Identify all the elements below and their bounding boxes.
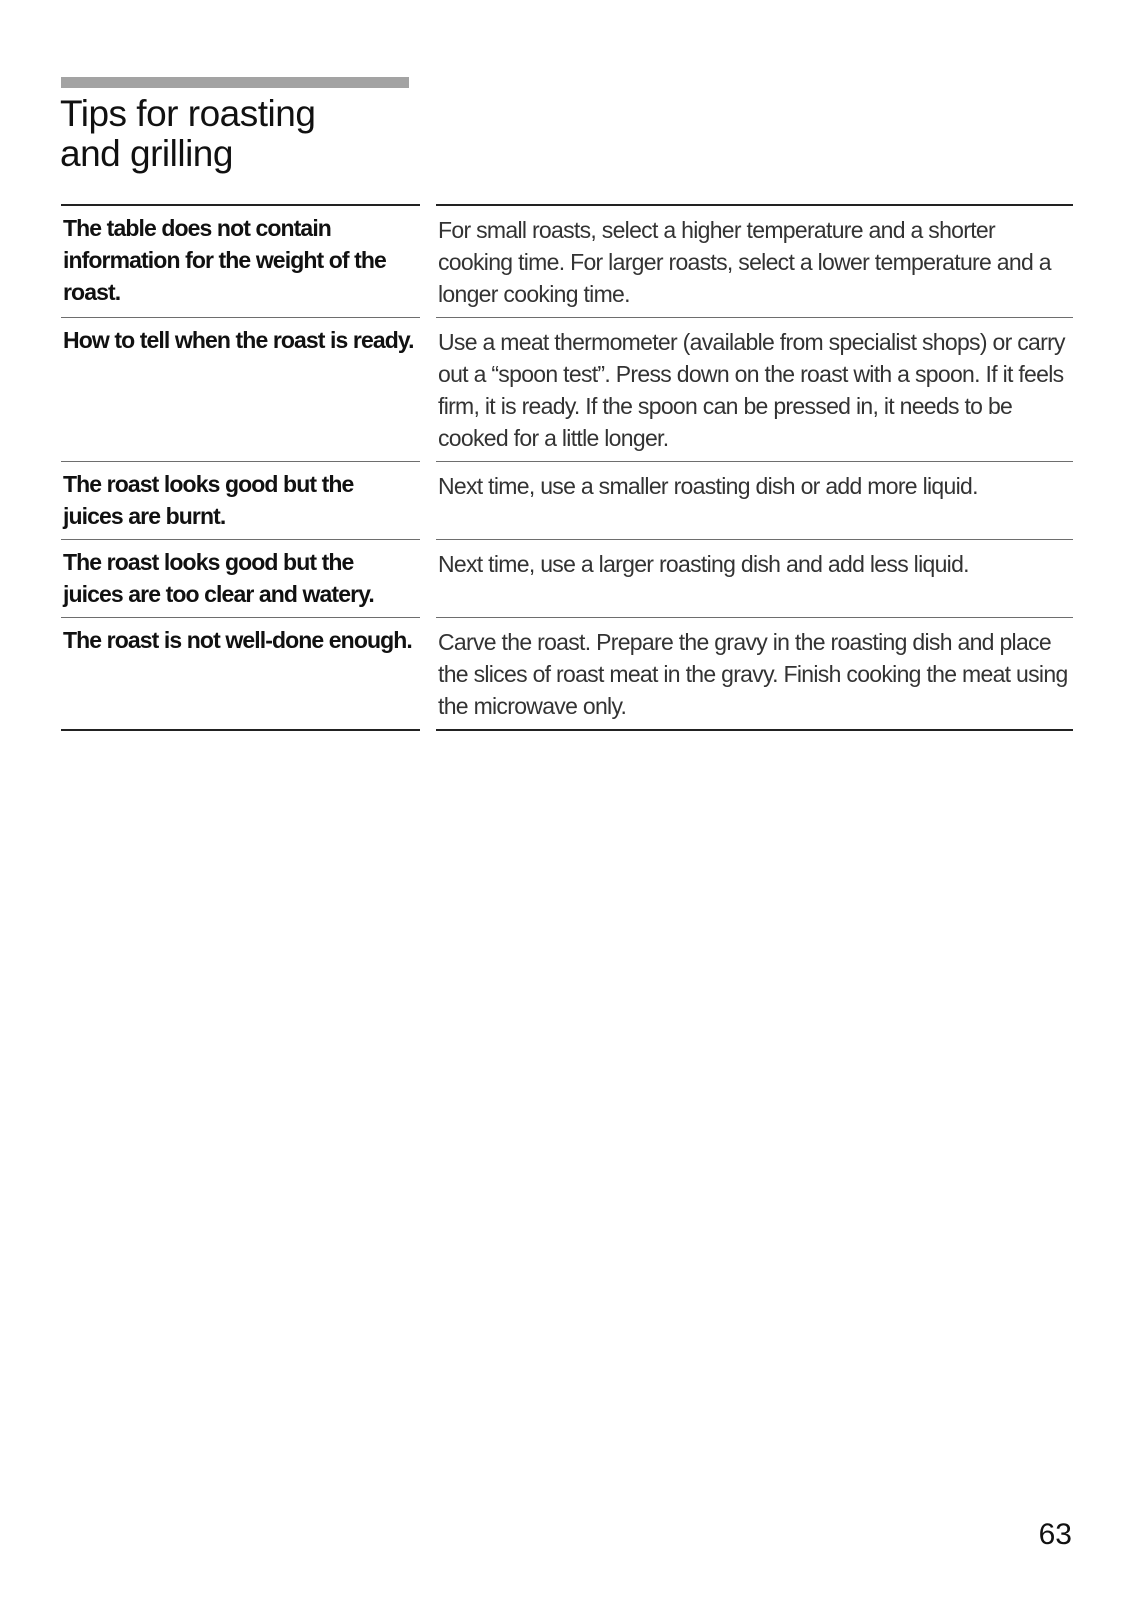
section-header-bar <box>61 77 409 88</box>
tip-row <box>61 540 1073 618</box>
tip-question: The roast looks good but the juices are burnt. <box>61 462 420 540</box>
tip-answer: Use a meat thermometer (available from specialist shops) or carry out a “spoon test”. Press down on the roast with a spoon. If it feels firm, it is ready. If the spoon can be pressed in, it needs to be cooked for a little longer. <box>436 318 1073 462</box>
page-number: 63 <box>1038 1518 1072 1551</box>
tip-question: The table does not contain information for the weight of the roast. <box>61 204 420 318</box>
tip-answer: Carve the roast. Prepare the gravy in the roasting dish and place the slices of roast meat in the gravy. Finish cooking the meat using the microwave only. <box>436 618 1073 731</box>
tip-row <box>61 204 1073 318</box>
tip-row <box>61 462 1073 540</box>
tip-answer: For small roasts, select a higher temperature and a shorter cooking time. For larger roasts, select a lower temperature and a longer cooking time. <box>436 204 1073 318</box>
tip-question: How to tell when the roast is ready. <box>61 318 420 462</box>
tip-row <box>61 318 1073 462</box>
tip-row <box>61 618 1073 731</box>
page-title <box>60 94 315 174</box>
tip-question: The roast looks good but the juices are too clear and watery. <box>61 540 420 618</box>
tips-table <box>61 204 1073 731</box>
page-title-line-1: Tips for roasting <box>60 93 316 134</box>
tip-answer: Next time, use a larger roasting dish and add less liquid. <box>436 540 1073 618</box>
page-title-line-2: and grilling <box>60 133 233 174</box>
tip-question: The roast is not well-done enough. <box>61 618 420 731</box>
tip-answer: Next time, use a smaller roasting dish or add more liquid. <box>436 462 1073 540</box>
